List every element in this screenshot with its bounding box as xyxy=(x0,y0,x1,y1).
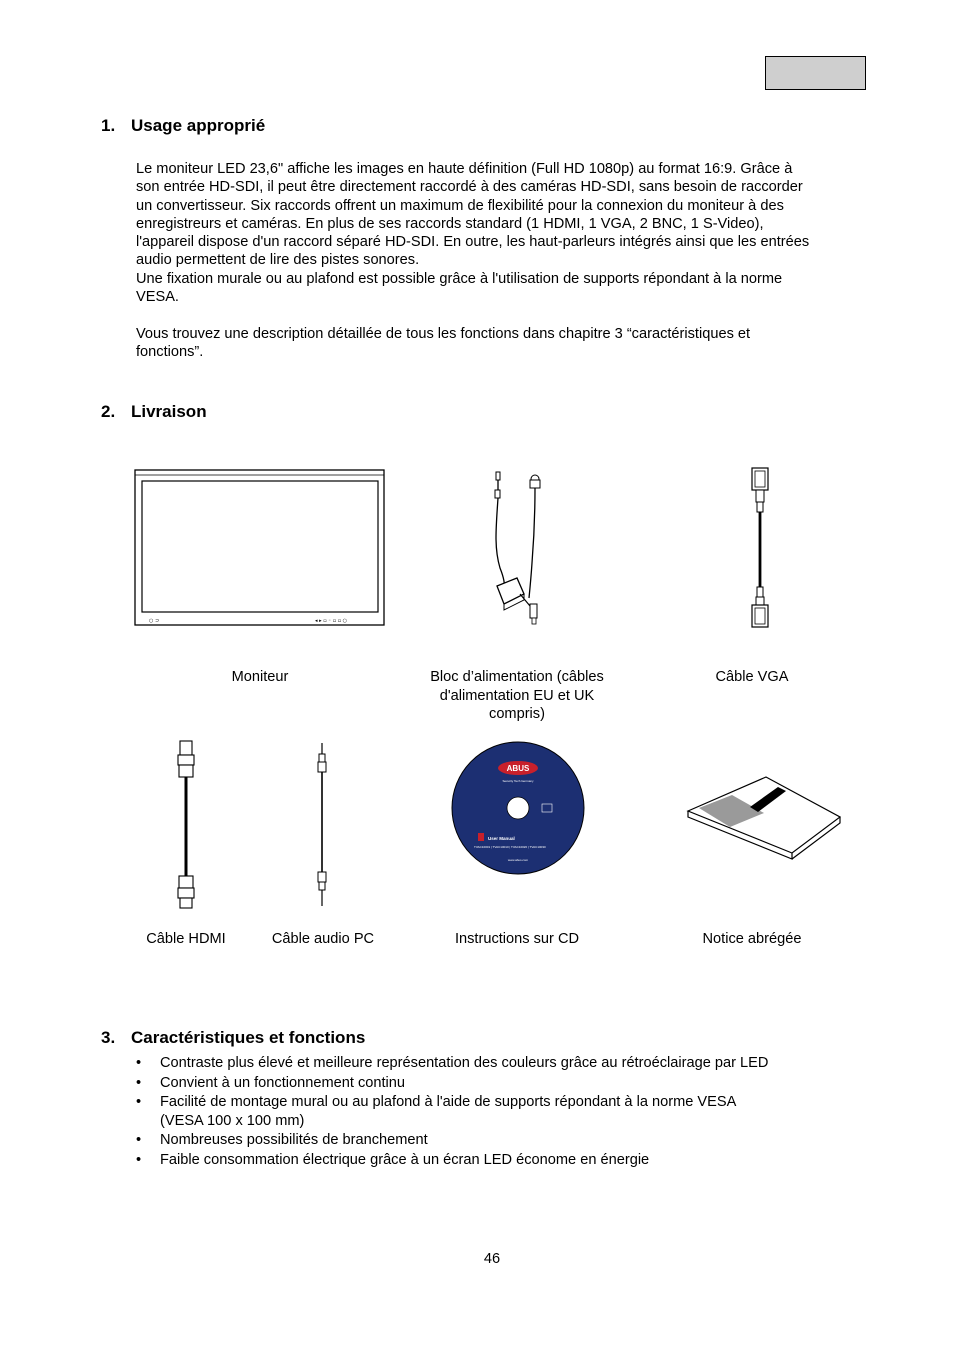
list-item-text: Convient à un fonctionnement continu xyxy=(160,1074,406,1091)
text-line: un convertisseur. Six raccords offrent un maximum de flexibilité pour la connexion du moniteur à des xyxy=(136,197,784,214)
bullet: • xyxy=(136,1151,142,1168)
features-list xyxy=(136,1054,856,1170)
usage-paragraph-1 xyxy=(136,160,886,306)
svg-text:◂ ▸ ▫ ◦ ▫ ▫ ○: ◂ ▸ ▫ ◦ ▫ ▫ ○ xyxy=(315,618,348,624)
list-item xyxy=(136,1151,856,1170)
text-line: fonctions”. xyxy=(136,344,204,361)
caption-cable-hdmi xyxy=(126,930,246,949)
text-line: VESA. xyxy=(136,289,179,306)
cd-hole xyxy=(507,797,529,819)
section-title: Usage approprié xyxy=(131,116,266,135)
page-number: 46 xyxy=(483,1251,501,1267)
caption-line: d'alimentation EU et UK xyxy=(439,687,595,704)
list-item-text: Contraste plus élevé et meilleure représentation des couleurs grâce au rétroéclairage par LED xyxy=(160,1055,769,1071)
usage-paragraph-2 xyxy=(136,325,886,362)
list-item-text: Facilité de montage mural ou au plafond à l'aide de supports répondant à la norme VESA xyxy=(160,1094,737,1110)
cd-url: www.abus.com xyxy=(507,858,529,862)
caption-line: Câble VGA xyxy=(715,669,789,685)
caption-line: Câble audio PC xyxy=(271,931,375,947)
cd-title: User Manual xyxy=(488,836,515,841)
list-item-text: Faible consommation électrique grâce à un écran LED économe en énergie xyxy=(160,1151,650,1168)
caption-moniteur xyxy=(200,668,320,687)
bullet: • xyxy=(136,1094,142,1110)
bullet: • xyxy=(136,1132,142,1148)
svg-text:○ ⊃: ○ ⊃ xyxy=(149,618,160,624)
text-line: audio permettent de lire des pistes sonores. xyxy=(136,252,420,269)
language-tab-box xyxy=(765,56,866,90)
section-number: 1. xyxy=(101,116,116,135)
text-line: Une fixation murale ou au plafond est possible grâce à l'utilisation de supports répondant à la norme xyxy=(136,270,783,287)
text-line: enregistreurs et caméras. En plus de ses raccords standard (1 HDMI, 1 VGA, 2 BNC, 1 S-Video), xyxy=(136,215,764,232)
caption-line: compris) xyxy=(489,706,545,722)
section-number: 3. xyxy=(101,1028,116,1047)
caption-line: Moniteur xyxy=(231,669,289,685)
caption-line: Bloc d’alimentation (câbles xyxy=(430,669,604,685)
section-heading-features xyxy=(101,1028,365,1048)
caption-cable-audio xyxy=(253,930,393,949)
monitor-illustration xyxy=(133,468,387,628)
list-item xyxy=(136,1131,856,1150)
caption-line: Câble HDMI xyxy=(146,931,226,947)
caption-line: Instructions sur CD xyxy=(454,931,580,947)
cd-brand: ABUS xyxy=(506,764,530,773)
caption-cable-vga xyxy=(692,668,812,687)
section-heading-delivery xyxy=(101,402,207,422)
section-number: 2. xyxy=(101,402,116,421)
text-line: Vous trouvez une description détaillée de tous les fonctions dans chapitre 3 “caractéristiques et xyxy=(136,326,751,342)
audio-cable-illustration xyxy=(312,740,332,912)
list-item xyxy=(136,1074,856,1093)
cd-models: TVAC10001 | TVAC10010 | TVAC10020 | TVAC10030 xyxy=(474,845,546,849)
cd-tagline: Security Tech Germany xyxy=(502,779,534,783)
power-supply-illustration xyxy=(490,468,550,628)
quick-guide-illustration xyxy=(684,773,844,863)
cd-illustration xyxy=(450,740,586,876)
list-item xyxy=(136,1093,856,1130)
caption-line: Notice abrégée xyxy=(702,931,802,947)
section-title: Livraison xyxy=(131,402,207,421)
caption-bloc-alimentation xyxy=(402,668,632,724)
section-heading-usage xyxy=(101,116,265,136)
text-line: son entrée HD-SDI, il peut être directement raccordé à des caméras HD-SDI, sans besoin de raccorder xyxy=(136,179,803,196)
hdmi-cable-illustration xyxy=(172,738,200,910)
section-title: Caractéristiques et fonctions xyxy=(131,1028,366,1047)
text-line: l'appareil dispose d'un raccord séparé HD-SDI. En outre, les haut-parleurs intégrés ainsi que les entrées xyxy=(136,234,810,251)
list-item xyxy=(136,1054,856,1073)
list-item-text: (VESA 100 x 100 mm) xyxy=(160,1112,305,1129)
bullet: • xyxy=(136,1074,142,1091)
vga-cable-illustration xyxy=(745,465,775,630)
bullet: • xyxy=(136,1055,142,1071)
caption-instructions-cd xyxy=(427,930,607,949)
list-item-text: Nombreuses possibilités de branchement xyxy=(160,1132,428,1148)
caption-notice-abregee xyxy=(677,930,827,949)
text-line: Le moniteur LED 23,6" affiche les images en haute définition (Full HD 1080p) au format 16:9. Grâce à xyxy=(136,161,793,177)
